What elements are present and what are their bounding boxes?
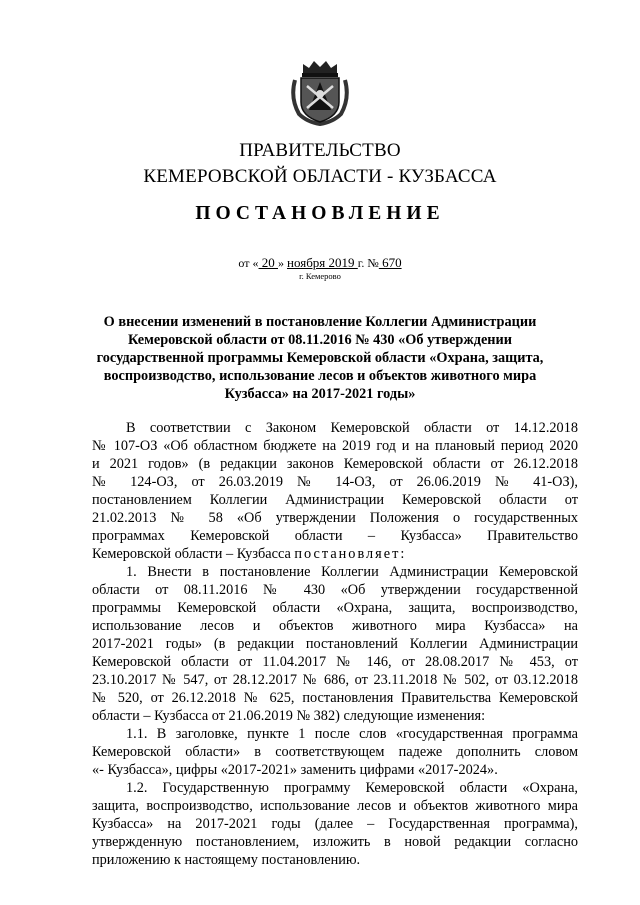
text-line: Кузбасса» на 2017-2021 годы (далее – Государственная программа), [92, 816, 578, 832]
text-line: области – Кузбасса от 21.06.2019 № 382) следующие изменения: [92, 708, 486, 724]
date-month-year: ноября 2019 [287, 255, 358, 270]
text-line [92, 545, 578, 563]
text-line: 21.02.2013 № 58 «Об утверждении Положения о государственных [92, 510, 578, 526]
date-sep: » [278, 256, 287, 270]
text-line: 23.10.2017 № 547, от 28.12.2017 № 686, от 23.11.2018 № 502, от 03.12.2018 [92, 672, 578, 688]
text-line: использование лесов и объектов животного мира Кузбасса» на [92, 618, 578, 634]
text-line: Кемеровской области» в соответствующем падеже дополнить словом [92, 744, 578, 760]
title-line: О внесении изменений в постановление Коллегии Администрации [103, 314, 537, 330]
document-body [92, 419, 578, 869]
text-line: 2017-2021 годы» (в редакции постановлений Коллегии Администрации [92, 636, 578, 652]
paragraph-item-1-1 [92, 725, 578, 779]
text-line: № 107-ОЗ «Об областном бюджете на 2019 год и на плановый период 2020 [92, 438, 578, 454]
text-line: № 124-ОЗ, от 26.03.2019 № 14-ОЗ, от 26.06.2019 № 41-ОЗ), [92, 474, 578, 490]
title-line: Кузбасса» на 2017-2021 годы» [224, 386, 416, 402]
city: г. Кемерово [299, 271, 341, 281]
date-line [0, 255, 640, 271]
text-line: и 2021 годов» (в редакции законов Кемеровской области от 26.12.2018 [92, 456, 578, 472]
document-number: 670 [378, 255, 402, 270]
date-day: 20 [258, 255, 278, 270]
text-line: утвержденную постановлением, изложить в новой редакции согласно [92, 834, 578, 850]
org-line-1: ПРАВИТЕЛЬСТВО [239, 140, 401, 161]
decree-keyword: постановляет: [294, 546, 407, 562]
text-line: 1.2. Государственную программу Кемеровской области «Охрана, [126, 780, 578, 796]
document-type: ПОСТАНОВЛЕНИЕ [195, 203, 445, 224]
date-prefix: от « [238, 256, 259, 270]
text-line: «- Кузбасса», цифры «2017-2021» заменить цифрами «2017-2024». [92, 762, 498, 778]
org-line-2: КЕМЕРОВСКОЙ ОБЛАСТИ - КУЗБАССА [143, 166, 497, 187]
title-line: воспроизводство, использование лесов и объектов животного мира [103, 368, 537, 384]
text-line: 1.1. В заголовке, пункте 1 после слов «государственная программа [126, 726, 578, 742]
text-line: В соответствии с Законом Кемеровской области от 14.12.2018 [126, 420, 578, 436]
document-title [94, 313, 546, 403]
paragraph-item-1-2 [92, 779, 578, 869]
text-line: приложению к настоящему постановлению. [92, 852, 361, 868]
title-line: государственной программы Кемеровской области «Охрана, защита, [96, 350, 544, 366]
text-line: программах Кемеровской области – Кузбасса» Правительство [92, 528, 578, 544]
text-line: Кемеровской области от 11.04.2017 № 146, от 28.08.2017 № 453, от [92, 654, 578, 670]
paragraph-item-1 [92, 563, 578, 725]
text-line: постановлением Коллегии Администрации Кемеровской области от [92, 492, 578, 508]
title-line: Кемеровской области от 08.11.2016 № 430 «Об утверждении [127, 332, 512, 348]
date-suffix: г. № [357, 256, 379, 270]
text-span: Кемеровской области – Кузбасса [92, 546, 295, 562]
text-line: № 520, от 26.12.2018 № 625, постановления Правительства Кемеровской [92, 690, 578, 706]
text-line: 1. Внести в постановление Коллегии Администрации Кемеровской [126, 564, 578, 580]
coat-of-arms-icon [289, 58, 351, 126]
paragraph-preamble [92, 419, 578, 563]
text-line: программы Кемеровской области «Охрана, защита, воспроизводство, [92, 600, 578, 616]
text-line: области от 08.11.2016 № 430 «Об утверждении государственной [92, 582, 578, 598]
text-line: защита, воспроизводство, использование лесов и объектов животного мира [92, 798, 578, 814]
